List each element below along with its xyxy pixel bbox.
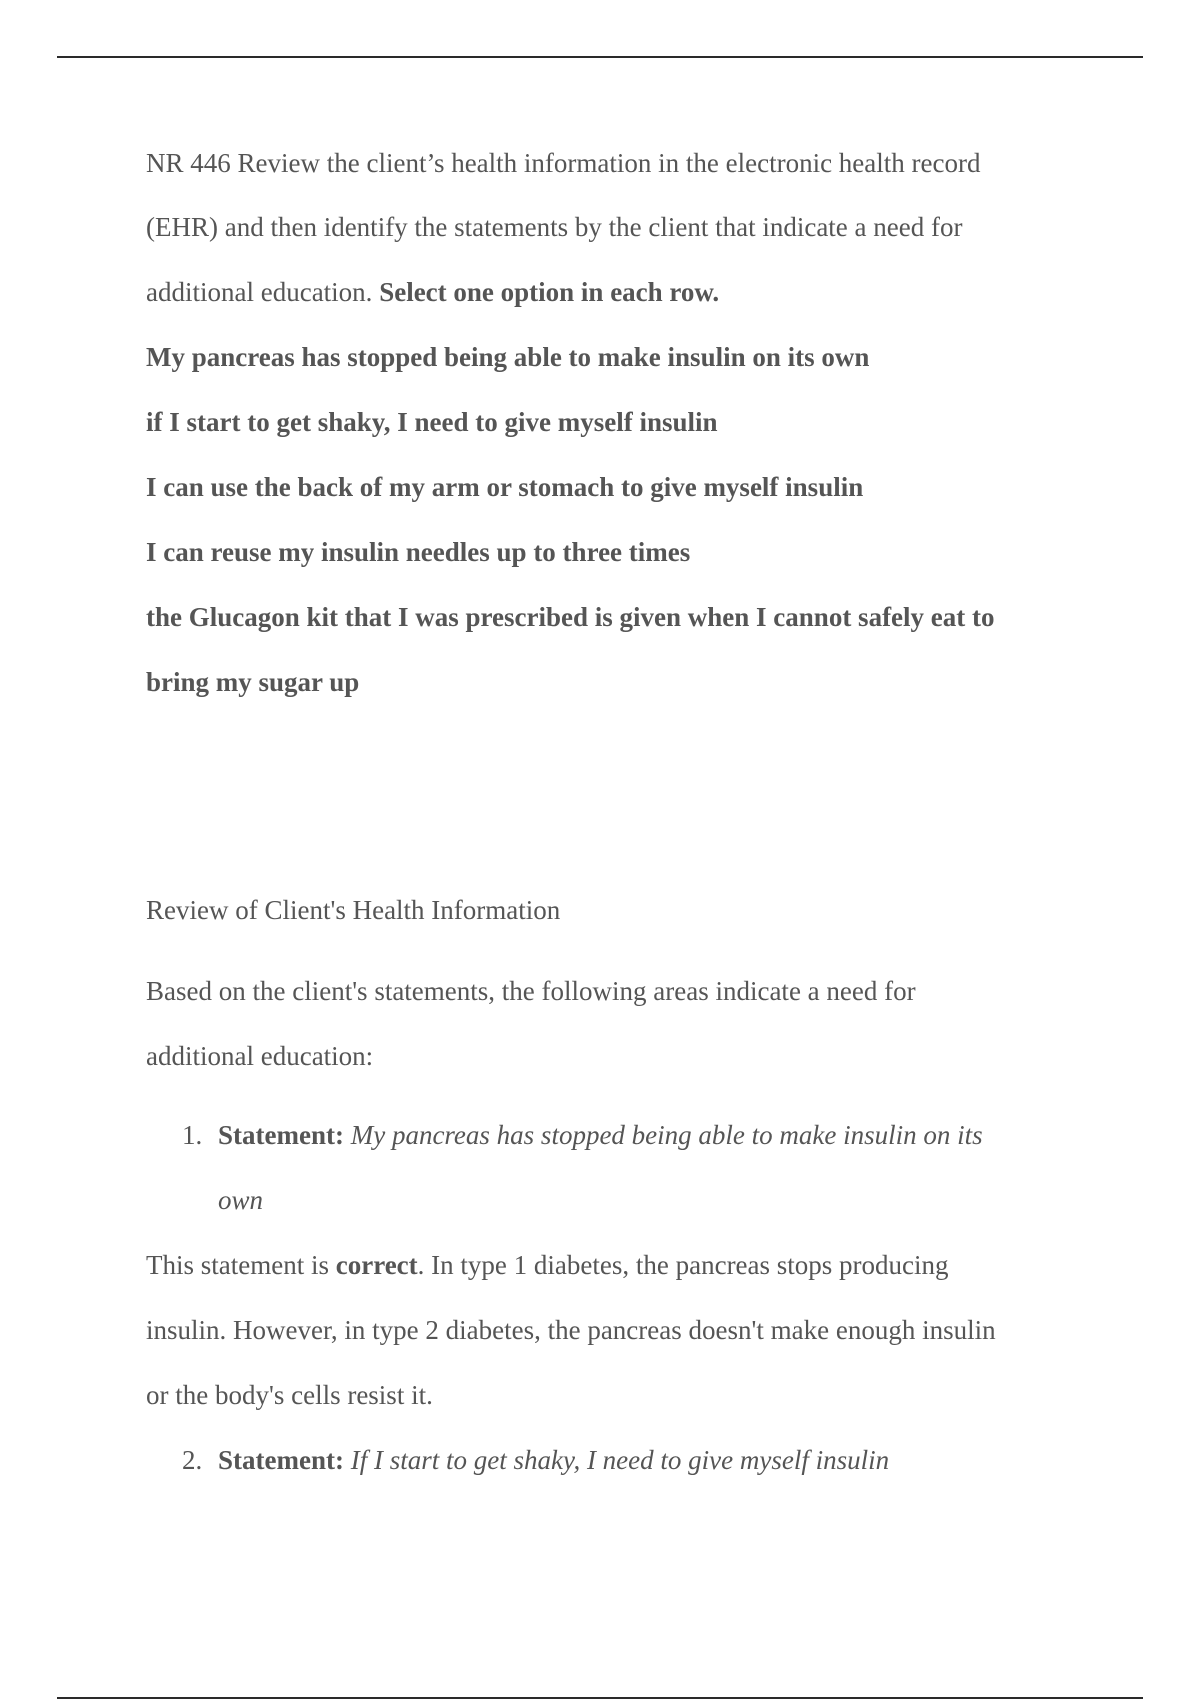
review-item-1 bbox=[146, 1118, 1046, 1152]
review-item-1-number: 1. bbox=[182, 1120, 203, 1150]
explanation-verdict: correct bbox=[335, 1250, 418, 1280]
explanation-rest: . In type 1 diabetes, the pancreas stops producing bbox=[417, 1250, 949, 1280]
option-5-continued: bring my sugar up bbox=[146, 667, 360, 697]
intro-line-1: NR 446 Review the client’s health information in the electronic health record bbox=[146, 148, 981, 178]
review-item-1-explanation-line-3: or the body's cells resist it. bbox=[146, 1380, 433, 1410]
intro-line-3-text: additional education. bbox=[146, 277, 380, 307]
option-2: if I start to get shaky, I need to give myself insulin bbox=[146, 407, 718, 437]
option-4: I can reuse my insulin needles up to three times bbox=[146, 537, 691, 567]
intro-line-2: (EHR) and then identify the statements by the client that indicate a need for bbox=[146, 212, 963, 242]
option-1: My pancreas has stopped being able to make insulin on its own bbox=[146, 342, 870, 372]
review-item-2-statement bbox=[218, 1443, 889, 1477]
review-item-1-statement bbox=[218, 1118, 983, 1152]
bottom-rule bbox=[57, 1697, 1143, 1699]
review-lead-line-1: Based on the client's statements, the following areas indicate a need for bbox=[146, 976, 916, 1006]
review-item-1-explanation-line-1 bbox=[146, 1248, 949, 1282]
review-item-1-label: Statement: bbox=[218, 1120, 344, 1150]
review-item-2 bbox=[146, 1443, 1046, 1477]
review-heading: Review of Client's Health Information bbox=[146, 895, 561, 925]
intro-instruction: Select one option in each row. bbox=[379, 277, 720, 307]
intro-line-3 bbox=[146, 275, 719, 309]
review-lead-line-2: additional education: bbox=[146, 1041, 374, 1071]
option-5: the Glucagon kit that I was prescribed is given when I cannot safely eat to bbox=[146, 602, 995, 632]
review-item-2-label: Statement: bbox=[218, 1445, 344, 1475]
review-item-2-text: If I start to get shaky, I need to give myself insulin bbox=[350, 1445, 890, 1475]
review-item-2-number: 2. bbox=[182, 1445, 203, 1475]
top-rule bbox=[57, 56, 1143, 58]
option-3: I can use the back of my arm or stomach to give myself insulin bbox=[146, 472, 864, 502]
explanation-prefix: This statement is bbox=[146, 1250, 336, 1280]
review-item-1-explanation-line-2: insulin. However, in type 2 diabetes, the pancreas doesn't make enough insulin bbox=[146, 1315, 996, 1345]
review-item-1-text: My pancreas has stopped being able to make insulin on its bbox=[350, 1120, 983, 1150]
review-item-1-text-continued: own bbox=[218, 1185, 264, 1215]
